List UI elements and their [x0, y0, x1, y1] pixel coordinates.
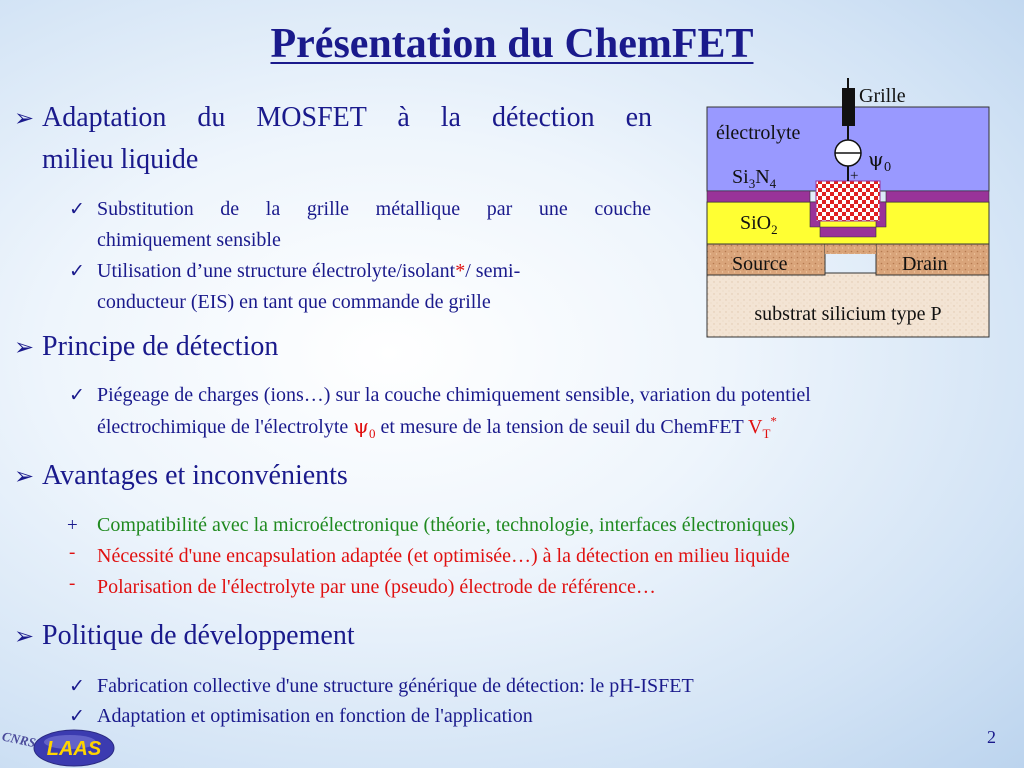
page-number: 2	[987, 727, 996, 747]
psi0-label: $\psi_0$	[868, 147, 892, 174]
substrat-label: substrat silicium type P	[754, 303, 942, 325]
section-heading-principe: ➢ Principe de détection	[42, 326, 278, 368]
list-item-utilisation: ✓ Utilisation d’une structure électrolyte/isolant*/ semi-	[97, 256, 520, 287]
section-heading-avantages: ➢ Avantages et inconvénients	[42, 455, 348, 497]
drain-label: Drain	[902, 253, 948, 275]
minus-marker: -	[69, 542, 76, 563]
plus-label: +	[850, 168, 859, 184]
laas-logo	[0, 724, 118, 768]
check-icon: ✓	[69, 705, 85, 727]
check-icon: ✓	[69, 675, 85, 697]
arrow-bullet-icon: ➢	[14, 462, 35, 490]
sensitive-layer	[816, 181, 880, 221]
page-title: Présentation du ChemFET	[270, 21, 754, 67]
list-item-piegeage: ✓ Piégeage de charges (ions…) sur la couche chimiquement sensible, variation du potentiel	[97, 380, 811, 411]
arrow-bullet-icon: ➢	[14, 104, 35, 132]
psi-symbol: ψ	[353, 414, 369, 438]
vt-symbol: V	[747, 416, 763, 438]
logo-text: LAAS	[46, 738, 102, 760]
check-icon: ✓	[69, 198, 85, 220]
list-item-piegeage-cont: électrochimique de l'électrolyte $\psi_0$ et mesure de la tension de seuil du ChemFET $V_T^*$	[97, 413, 777, 441]
list-item-utilisation-cont: conducteur (EIS) en tant que commande de grille	[97, 291, 491, 313]
channel-region	[825, 244, 876, 254]
section-heading-mosfet: ➢ Adaptation du MOSFET à la détection en	[42, 97, 652, 139]
logo-mark: CNRS	[0, 728, 38, 751]
list-item-adaptation: ✓ Adaptation et optimisation en fonction de l'application	[97, 701, 533, 732]
section-heading-politique: ➢ Politique de développement	[42, 615, 355, 657]
list-item-advantage: + Compatibilité avec la microélectronique (théorie, technologie, interfaces électroniques)	[97, 510, 795, 541]
section-heading-mosfet-cont: milieu liquide	[42, 144, 199, 175]
list-item-drawback: - Polarisation de l'électrolyte par une (pseudo) électrode de référence…	[97, 572, 656, 603]
check-icon: ✓	[69, 384, 85, 406]
source-label: Source	[732, 253, 788, 275]
electrolyte-label: électrolyte	[716, 122, 801, 144]
plus-marker: +	[67, 515, 78, 536]
list-item-substitution: ✓ Substitution de la grille métallique par une couche	[97, 194, 651, 225]
list-item-fabrication: ✓ Fabrication collective d'une structure générique de détection: le pH-ISFET	[97, 671, 694, 702]
asterisk-note: *	[455, 260, 466, 282]
si3n4-label: $Si_3N_4$	[732, 166, 777, 191]
reference-electrode	[842, 88, 855, 126]
chemfet-diagram	[706, 76, 990, 338]
list-item-drawback: - Nécessité d'une encapsulation adaptée (et optimisée…) à la détection en milieu liquide	[97, 541, 790, 572]
grille-label: Grille	[859, 85, 906, 107]
arrow-bullet-icon: ➢	[14, 622, 35, 650]
arrow-bullet-icon: ➢	[14, 333, 35, 361]
check-icon: ✓	[69, 260, 85, 282]
sio2-label: SiO$_2$	[740, 212, 778, 237]
list-item-substitution-cont: chimiquement sensible	[97, 229, 281, 251]
minus-marker: -	[69, 573, 76, 594]
